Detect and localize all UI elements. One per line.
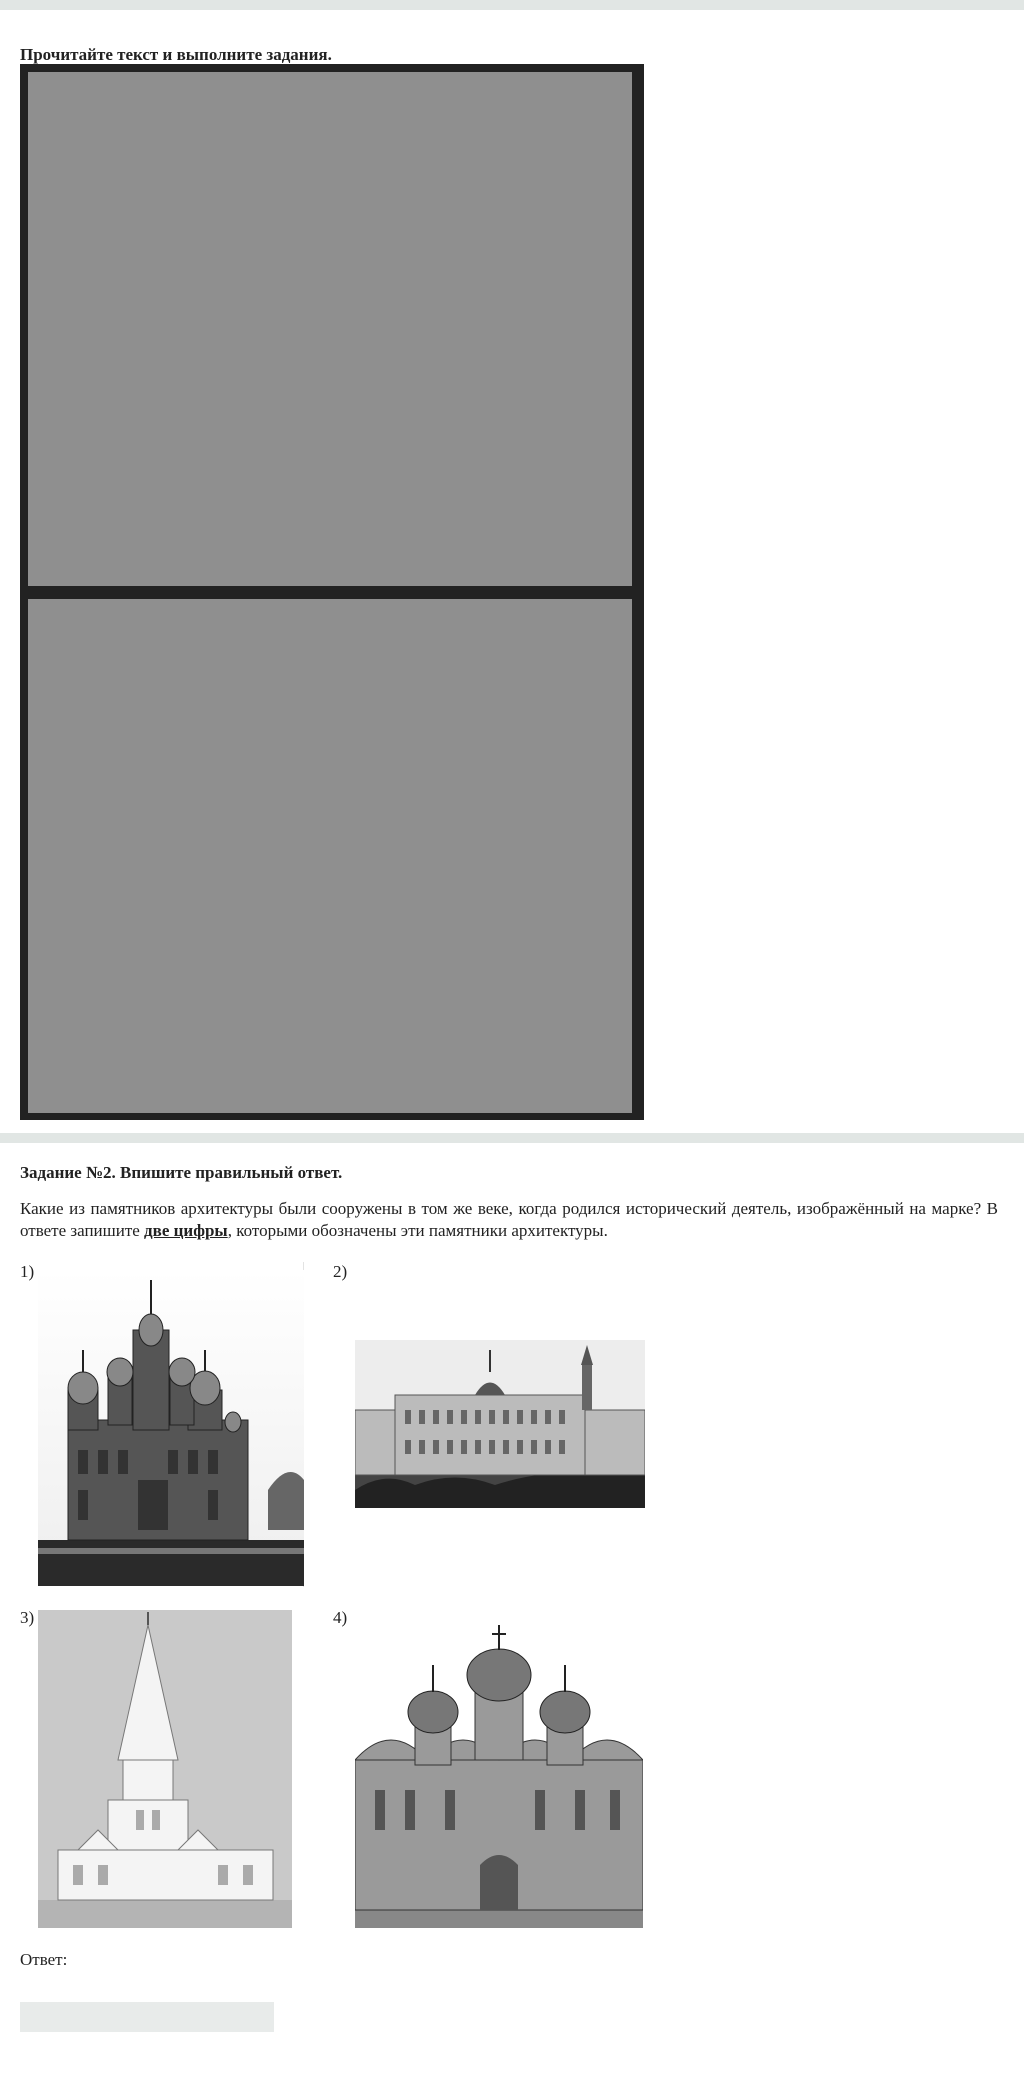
kremlin-palace-icon — [355, 1340, 645, 1508]
question-text-emphasis: две цифры — [144, 1221, 228, 1240]
question-text-after: , которыми обозначены эти памятники архитектуры. — [227, 1221, 608, 1240]
stamp-sheet-top — [28, 72, 632, 586]
tent-roof-church-icon — [38, 1610, 292, 1928]
question-text — [20, 1198, 998, 1242]
church-savior-on-blood-icon — [38, 1270, 304, 1586]
dormition-cathedral-icon — [355, 1620, 643, 1928]
question-title: Задание №2. Впишите правильный ответ. — [20, 1163, 343, 1182]
option-4-label: 4) — [333, 1608, 348, 1627]
section-divider — [0, 1133, 1024, 1143]
top-divider — [0, 0, 1024, 10]
option-1-label: 1) — [20, 1262, 35, 1281]
stamp-sheet-bottom — [28, 599, 632, 1113]
answer-label: Ответ: — [20, 1950, 68, 1969]
stamp-image — [20, 64, 644, 1120]
option-2-label: 2) — [333, 1262, 348, 1281]
question-text-before: Какие из памятников архитектуры были сооружены в том же веке, когда родился исторический деятель, изображённый на марке? В ответе запишите — [20, 1199, 998, 1240]
answer-input[interactable] — [20, 2002, 274, 2032]
instruction-text: Прочитайте текст и выполните задания. — [20, 45, 332, 64]
option-3-label: 3) — [20, 1608, 35, 1627]
